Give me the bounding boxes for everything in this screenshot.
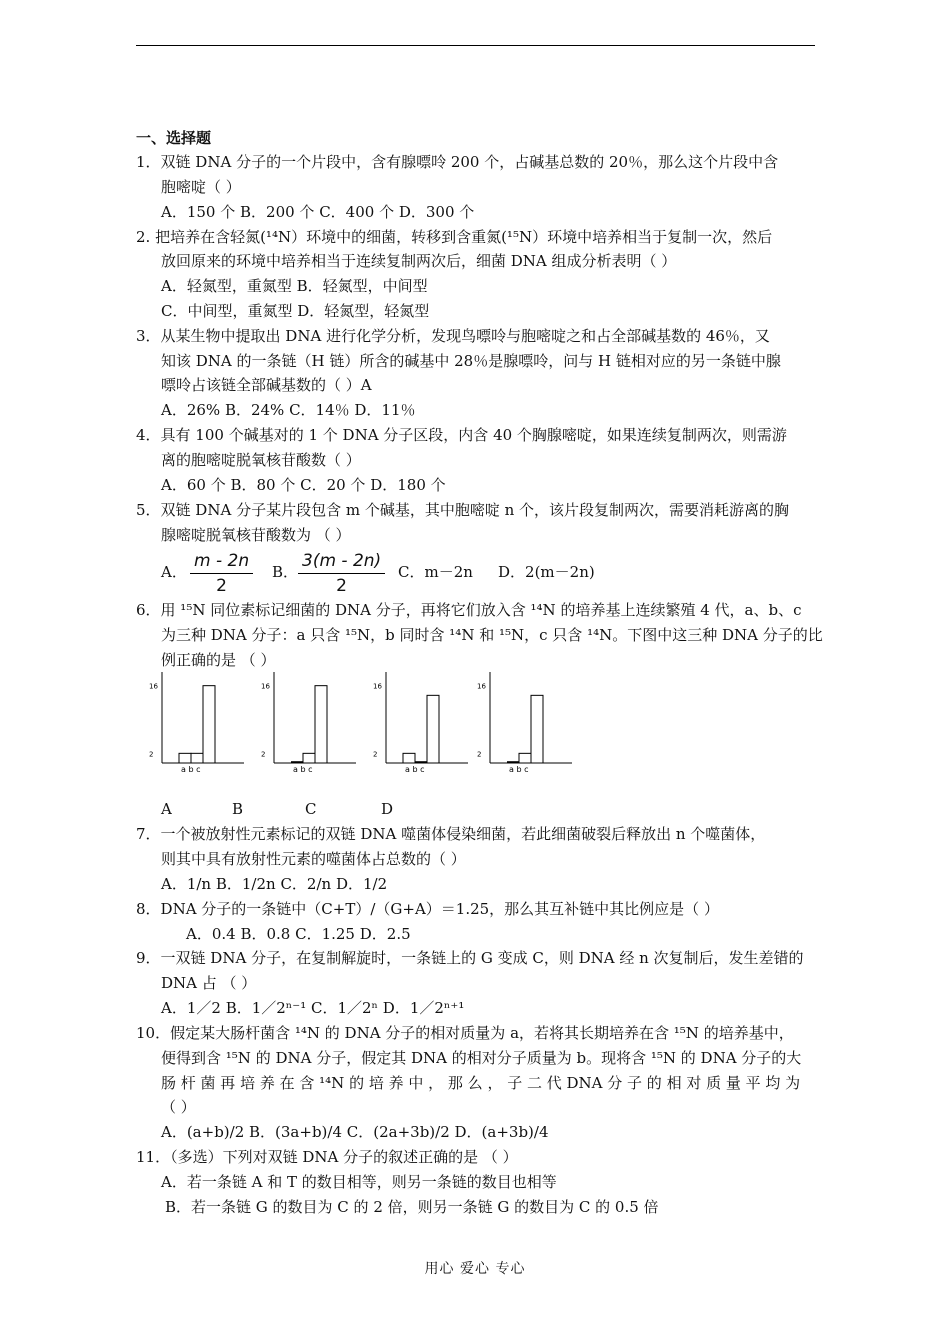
q3-line-2: 知该 DNA 的一条链（H 链）所含的碱基中 28％是腺嘌呤，问与 H 链相对应的另一条链中腺 [161, 352, 781, 370]
q6-chart-d [470, 668, 582, 778]
q9-line-1: 9．一双链 DNA 分子，在复制解旋时，一条链上的 G 变成 C，则 DNA 经 n 次复制后，发生差错的 [136, 949, 804, 967]
q1-line-2: 胞嘧啶（ ） [161, 178, 241, 196]
q6-chart-c [366, 668, 478, 778]
q6-line-3: 例正确的是 （ ） [161, 651, 276, 669]
bar-a [179, 753, 191, 763]
y-tick-label: 16 [373, 682, 382, 691]
q6-chart-label-b: B [232, 800, 244, 818]
bar-c [203, 686, 215, 763]
q1-options: A．150 个 B．200 个 C．400 个 D．300 个 [161, 203, 475, 221]
q10-line-4: （ ） [161, 1098, 196, 1116]
q9-options: A．1／2 B．1／2ⁿ⁻¹ C．1／2ⁿ D．1／2ⁿ⁺¹ [161, 999, 465, 1017]
q5-option-a-numerator: m - 2n [190, 551, 253, 574]
q3-line-1: 3．从某生物中提取出 DNA 进行化学分析，发现鸟嘌呤与胞嘧啶之和占全部碱基数的 46％，又 [136, 327, 770, 345]
y-tick-label: 16 [477, 682, 486, 691]
q11-option-a: A．若一条链 A 和 T 的数目相等，则另一条链的数目也相等 [161, 1173, 557, 1191]
section-title: 一、选择题 [136, 129, 212, 147]
q5-option-c: C．m－2n [398, 563, 473, 581]
q5-option-b-label: B． [272, 563, 299, 581]
y-tick-label: 2 [477, 750, 482, 759]
x-category-labels: a b c [181, 765, 201, 774]
y-tick-label: 2 [373, 750, 378, 759]
q7-line-1: 7．一个被放射性元素标记的双链 DNA 噬菌体侵染细菌，若此细菌破裂后释放出 n 个噬菌体， [136, 825, 766, 843]
q2-options-1: A．轻氮型，重氮型 B．轻氮型，中间型 [161, 277, 428, 295]
q5-option-d: D．2(m－2n) [498, 563, 595, 581]
y-tick-label: 16 [149, 682, 158, 691]
bar-b [191, 753, 203, 763]
bar-c [427, 695, 439, 763]
header-rule [136, 45, 815, 46]
q6-chart-a [142, 668, 254, 778]
y-tick-label: 16 [261, 682, 270, 691]
x-category-labels: a b c [509, 765, 529, 774]
y-tick-label: 2 [149, 750, 154, 759]
x-category-labels: a b c [293, 765, 313, 774]
bar-b [519, 753, 531, 763]
q5-option-a-denominator: 2 [216, 576, 227, 596]
q10-line-3: 肠 杆 菌 再 培 养 在 含 ¹⁴N 的 培 养 中 ， 那 么 ， 子 二 代 DNA 分 子 的 相 对 质 量 平 均 为 [161, 1074, 801, 1092]
q5-option-b-numerator: 3(m - 2n) [298, 551, 385, 574]
q4-options: A．60 个 B．80 个 C．20 个 D．180 个 [161, 476, 446, 494]
q6-chart-label-c: C [305, 800, 317, 818]
q8-options: A．0.4 B．0.8 C．1.25 D．2.5 [186, 925, 411, 943]
q11-line-1: 11．（多选）下列对双链 DNA 分子的叙述正确的是 （ ） [136, 1148, 518, 1166]
q10-line-1: 10．假定某大肠杆菌含 ¹⁴N 的 DNA 分子的相对质量为 a，若将其长期培养在含 ¹⁵N 的培养基中， [136, 1024, 794, 1042]
q6-chart-b [254, 668, 366, 778]
q4-line-1: 4．具有 100 个碱基对的 1 个 DNA 分子区段，内含 40 个胸腺嘧啶，如果连续复制两次，则需游 [136, 426, 787, 444]
q8-line-1: 8．DNA 分子的一条链中（C+T）/（G+A）＝1.25，那么其互补链中其比例应是（ ） [136, 900, 719, 918]
q3-line-3: 嘌呤占该链全部碱基数的（ ）A [161, 376, 372, 394]
q5-option-b-denominator: 2 [336, 576, 347, 596]
q6-line-1: 6．用 ¹⁵N 同位素标记细菌的 DNA 分子，再将它们放入含 ¹⁴N 的培养基上连续繁殖 4 代，a、b、c [136, 601, 802, 619]
q5-option-a-label: A． [161, 563, 187, 581]
q2-line-2: 放回原来的环境中培养相当于连续复制两次后，细菌 DNA 组成分析表明（ ） [161, 252, 677, 270]
y-tick-label: 2 [261, 750, 266, 759]
q5-line-1: 5．双链 DNA 分子某片段包含 m 个碱基，其中胞嘧啶 n 个，该片段复制两次，需要消耗游离的胸 [136, 501, 790, 519]
bar-b [303, 753, 315, 763]
q5-option-b-fraction [298, 551, 385, 596]
q6-chart-label-d: D [381, 800, 394, 818]
q11-option-b: B．若一条链 G 的数目为 C 的 2 倍，则另一条链 G 的数目为 C 的 0.5 倍 [165, 1198, 659, 1216]
page-footer: 用心 爱心 专心 [424, 1261, 526, 1277]
q7-options: A．1/n B．1/2n C．2/n D．1/2 [161, 875, 388, 893]
bar-a [403, 753, 415, 763]
q6-line-2: 为三种 DNA 分子：a 只含 ¹⁵N，b 同时含 ¹⁴N 和 ¹⁵N，c 只含 ¹⁴N。下图中这三种 DNA 分子的比 [161, 626, 823, 644]
q10-options: A．(a+b)/2 B．(3a+b)/4 C．(2a+3b)/2 D．(a+3b)/4 [161, 1123, 549, 1141]
q5-line-2: 腺嘧啶脱氧核苷酸数为 （ ） [161, 526, 351, 544]
q3-options: A．26% B．24% C．14％ D．11％ [161, 401, 416, 419]
q6-chart-label-a: A [161, 800, 172, 818]
q5-option-a-fraction [190, 551, 253, 596]
q10-line-2: 便得到含 ¹⁵N 的 DNA 分子，假定其 DNA 的相对分子质量为 b。现将含 ¹⁵N 的 DNA 分子的大 [161, 1049, 802, 1067]
q2-options-2: C．中间型，重氮型 D．轻氮型，轻氮型 [161, 302, 430, 320]
x-category-labels: a b c [405, 765, 425, 774]
bar-c [315, 686, 327, 763]
q1-line-1: 1．双链 DNA 分子的一个片段中，含有腺嘌呤 200 个，占碱基总数的 20％，那么这个片段中含 [136, 153, 779, 171]
q2-line-1: 2. 把培养在含轻氮(¹⁴N）环境中的细菌，转移到含重氮(¹⁵N）环境中培养相当于复制一次，然后 [136, 228, 773, 246]
bar-c [531, 695, 543, 763]
q9-line-2: DNA 占 （ ） [161, 974, 257, 992]
q7-line-2: 则其中具有放射性元素的噬菌体占总数的（ ） [161, 850, 466, 868]
q4-line-2: 离的胞嘧啶脱氧核苷酸数（ ） [161, 451, 361, 469]
